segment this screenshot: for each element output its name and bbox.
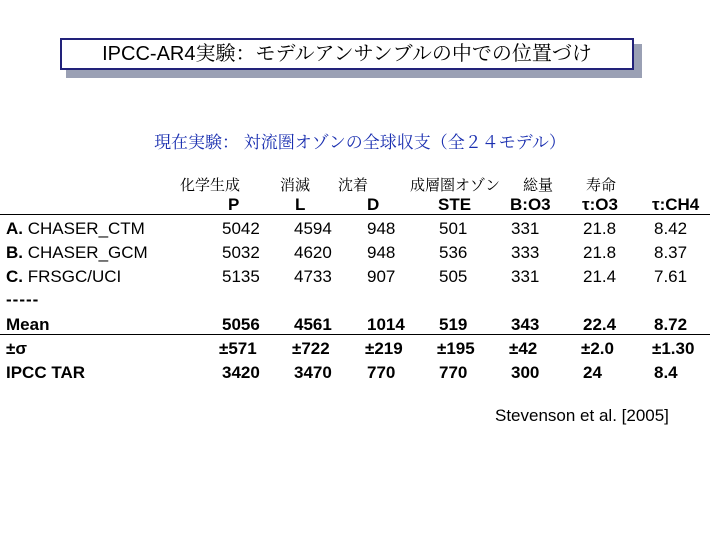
table-cell: 501	[439, 219, 468, 238]
column-header-tau-o3: τ:O3	[582, 195, 618, 214]
column-header-l: L	[295, 195, 306, 214]
table-cell: 333	[511, 243, 540, 262]
table-cell: 770	[367, 363, 396, 382]
table-cell: 4733	[294, 267, 332, 286]
table-cell: 948	[367, 243, 396, 262]
table-cell: ±2.0	[581, 339, 614, 358]
model-row-label	[6, 219, 145, 239]
model-name: CHASER_CTM	[23, 219, 145, 238]
table-cell: 1014	[367, 315, 405, 334]
table-cell: 948	[367, 219, 396, 238]
table-cell: 21.8	[583, 243, 617, 262]
table-cell: 8.37	[654, 243, 688, 262]
column-header-ste: STE	[438, 195, 472, 214]
table-cell: 770	[439, 363, 468, 382]
category-burden: 総量	[523, 177, 554, 194]
table-cell: 5135	[222, 267, 260, 286]
column-header-p: P	[228, 195, 240, 214]
slide-subtitle: 現在実験： 対流圏オゾンの全球収支（全２４モデル）	[154, 133, 566, 152]
table-cell: 4620	[294, 243, 332, 262]
table-cell: 8.72	[654, 315, 688, 334]
header-rule	[0, 214, 710, 215]
table-cell: ±1.30	[652, 339, 695, 358]
table-cell: 8.4	[654, 363, 678, 382]
table-cell: ±722	[292, 339, 330, 358]
stat-label-mean: Mean	[6, 315, 50, 334]
table-cell: 5032	[222, 243, 260, 262]
category-lifetime: 寿命	[586, 177, 617, 194]
table-cell: 505	[439, 267, 468, 286]
table-cell: 331	[511, 219, 540, 238]
table-cell: 21.8	[583, 219, 617, 238]
column-header-d: D	[367, 195, 380, 214]
table-cell: 907	[367, 267, 396, 286]
category-stratospheric-ozone: 成層圏オゾン	[410, 177, 501, 194]
table-cell: 343	[511, 315, 540, 334]
table-cell: 8.42	[654, 219, 688, 238]
column-header-tau-ch4: τ:CH4	[652, 195, 700, 214]
table-cell: 24	[583, 363, 602, 382]
table-cell: ±219	[365, 339, 403, 358]
table-cell: 4561	[294, 315, 332, 334]
row-separator: -----	[6, 290, 40, 309]
table-cell: 3470	[294, 363, 332, 382]
table-cell: 3420	[222, 363, 260, 382]
table-cell: ±571	[219, 339, 257, 358]
model-prefix: B.	[6, 243, 23, 262]
model-prefix: C.	[6, 267, 23, 286]
table-cell: 519	[439, 315, 468, 334]
table-cell: ±42	[509, 339, 538, 358]
table-cell: 7.61	[654, 267, 688, 286]
table-cell: ±195	[437, 339, 475, 358]
model-name: FRSGC/UCI	[23, 267, 122, 286]
category-loss: 消滅	[280, 177, 311, 194]
model-row-label	[6, 267, 121, 287]
citation: Stevenson et al. [2005]	[495, 406, 669, 425]
category-deposition: 沈着	[338, 177, 369, 194]
category-production: 化学生成	[180, 177, 241, 194]
model-prefix: A.	[6, 219, 23, 238]
model-name: CHASER_GCM	[23, 243, 148, 262]
table-cell: 300	[511, 363, 540, 382]
mean-rule	[0, 334, 710, 335]
table-cell: 536	[439, 243, 468, 262]
table-cell: 4594	[294, 219, 332, 238]
stat-label-ipcc-tar: IPCC TAR	[6, 363, 86, 382]
table-cell: 5042	[222, 219, 260, 238]
slide-title: IPCC-AR4実験：モデルアンサンブルの中での位置づけ	[60, 38, 634, 70]
column-header-burden: B:O3	[510, 195, 551, 214]
table-cell: 331	[511, 267, 540, 286]
table-cell: 22.4	[583, 315, 617, 334]
model-row-label	[6, 243, 148, 263]
table-cell: 21.4	[583, 267, 617, 286]
stat-label-sigma: ±σ	[6, 339, 27, 358]
table-cell: 5056	[222, 315, 260, 334]
